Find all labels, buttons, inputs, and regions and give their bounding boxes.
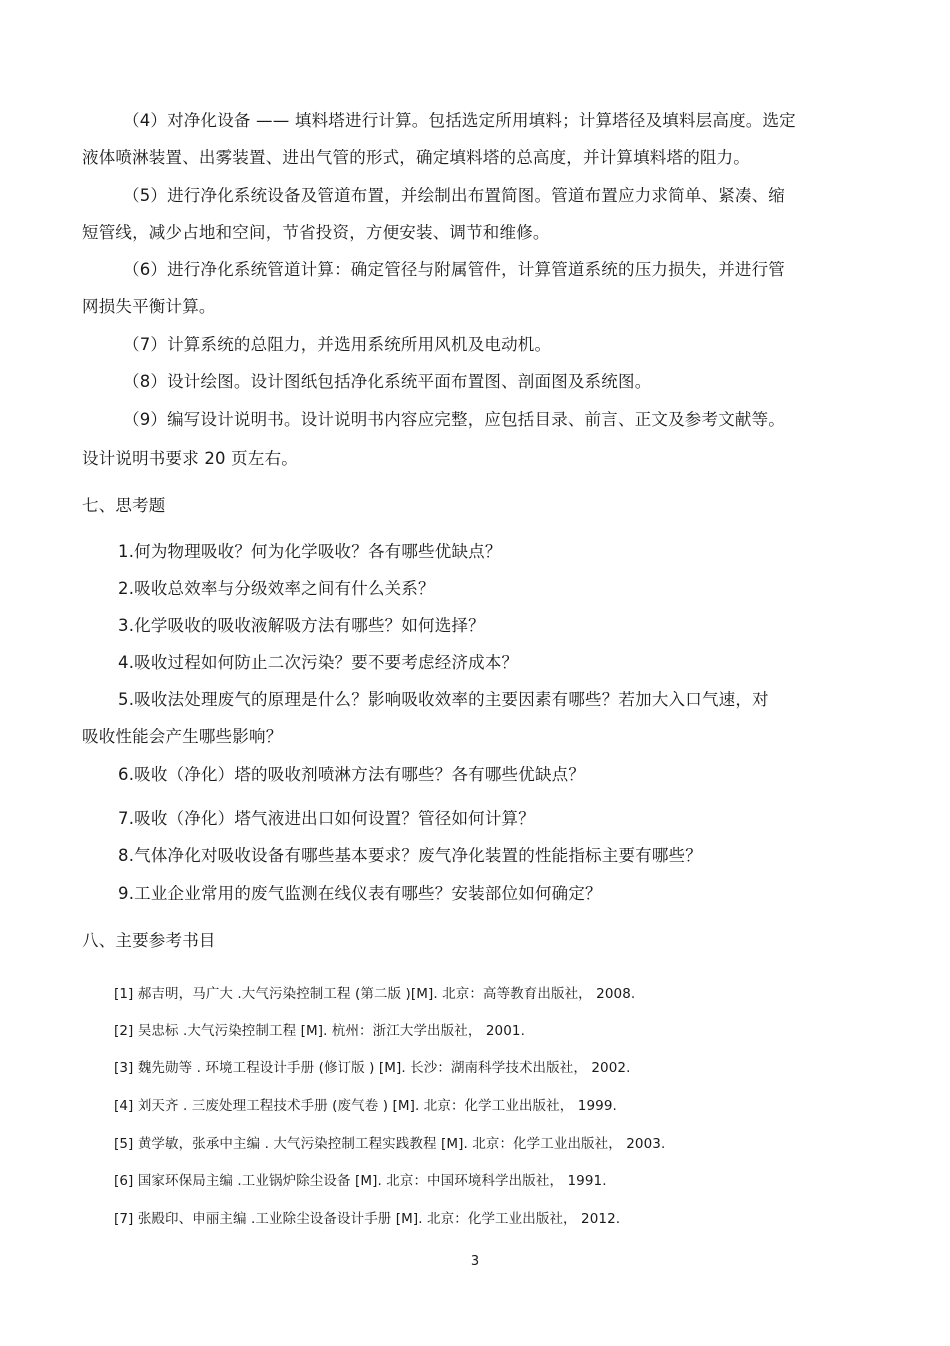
reference-7: [7] 张殿印、申丽主编 .工业除尘设备设计手册 [M]. 北京：化学工业出版社， 2012. [114, 1211, 621, 1227]
step-5-line-1: （5）进行净化系统设备及管道布置，并绘制出布置简图。管道布置应力求简单、紧凑、缩 [123, 186, 785, 205]
step-7-line: （7）计算系统的总阻力，并选用系统所用风机及电动机。 [123, 335, 552, 354]
question-3: 3.化学吸收的吸收液解吸方法有哪些？如何选择？ [118, 616, 485, 635]
step-8-line: （8）设计绘图。设计图纸包括净化系统平面布置图、剖面图及系统图。 [123, 372, 652, 391]
step-6-line-1: （6）进行净化系统管道计算：确定管径与附属管件，计算管道系统的压力损失，并进行管 [123, 260, 785, 279]
step-4-line-2: 液体喷淋装置、出雾装置、进出气管的形式，确定填料塔的总高度，并计算填料塔的阻力。 [82, 148, 750, 167]
question-7: 7.吸收（净化）塔气液进出口如何设置？管径如何计算？ [118, 809, 535, 828]
question-5-line-1: 5.吸收法处理废气的原理是什么？影响吸收效率的主要因素有哪些？若加大入口气速，对 [118, 690, 769, 709]
reference-1: [1] 郝吉明，马广大 .大气污染控制工程 (第二版 )[M]. 北京：高等教育出版社， 2008. [114, 986, 636, 1002]
question-8: 8.气体净化对吸收设备有哪些基本要求？废气净化装置的性能指标主要有哪些？ [118, 846, 702, 865]
section-8-heading: 八、主要参考书目 [82, 931, 216, 950]
reference-3: [3] 魏先勋等 . 环境工程设计手册 (修订版 ) [M]. 长沙：湖南科学技术出版社， 2002. [114, 1060, 631, 1076]
reference-4: [4] 刘天齐 . 三废处理工程技术手册 (废气卷 ) [M]. 北京：化学工业出版社， 1999. [114, 1098, 617, 1114]
step-6-line-2: 网损失平衡计算。 [82, 297, 216, 316]
question-6: 6.吸收（净化）塔的吸收剂喷淋方法有哪些？各有哪些优缺点？ [118, 765, 586, 784]
question-1: 1.何为物理吸收？何为化学吸收？各有哪些优缺点？ [118, 542, 502, 561]
section-7-heading: 七、思考题 [82, 496, 166, 515]
step-5-line-2: 短管线，减少占地和空间，节省投资，方便安装、调节和维修。 [82, 223, 550, 242]
page-number: 3 [470, 1254, 480, 1269]
step-9-line-2: 设计说明书要求 20 页左右。 [82, 449, 298, 468]
reference-6: [6] 国家环保局主编 .工业锅炉除尘设备 [M]. 北京：中国环境科学出版社， 1991. [114, 1173, 607, 1189]
step-4-line-1: （4）对净化设备 —— 填料塔进行计算。包括选定所用填料；计算塔径及填料层高度。选定 [123, 111, 796, 130]
step-9-line-1: （9）编写设计说明书。设计说明书内容应完整，应包括目录、前言、正文及参考文献等。 [123, 410, 785, 429]
question-5-line-2: 吸收性能会产生哪些影响？ [82, 727, 283, 746]
question-4: 4.吸收过程如何防止二次污染？要不要考虑经济成本？ [118, 653, 519, 672]
question-2: 2.吸收总效率与分级效率之间有什么关系？ [118, 579, 435, 598]
reference-2: [2] 吴忠标 .大气污染控制工程 [M]. 杭州：浙江大学出版社， 2001. [114, 1023, 525, 1039]
reference-5: [5] 黄学敏，张承中主编 . 大气污染控制工程实践教程 [M]. 北京：化学工业出版社， 2003. [114, 1136, 666, 1152]
question-9: 9.工业企业常用的废气监测在线仪表有哪些？安装部位如何确定？ [118, 884, 602, 903]
